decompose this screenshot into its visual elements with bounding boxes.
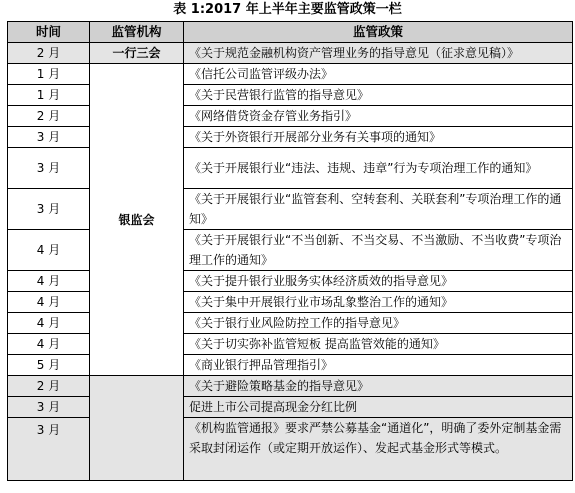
month-cell: 2 月 <box>8 376 90 397</box>
month-cell: 2 月 <box>8 43 90 64</box>
table-caption: 表 1:2017 年上半年主要监管政策一栏 <box>173 2 402 17</box>
policy-cell: 《信托公司监管评级办法》 <box>184 64 573 85</box>
agency-cell-cbrc: 银监会 <box>90 64 184 376</box>
policy-cell: 《网络借贷资金存管业务指引》 <box>184 106 573 127</box>
month-cell: 3 月 <box>8 148 90 189</box>
policy-table <box>7 21 573 481</box>
policy-cell: 《关于避险策略基金的指导意见》 <box>184 376 573 397</box>
policy-cell: 《关于开展银行业“违法、违规、违章”行为专项治理工作的通知》 <box>184 148 573 189</box>
agency-cell-csrc <box>90 376 184 481</box>
month-cell: 4 月 <box>8 334 90 355</box>
policy-cell: 促进上市公司提高现金分红比例 <box>184 397 573 418</box>
policy-cell: 《关于银行业风险防控工作的指导意见》 <box>184 313 573 334</box>
policy-cell: 《关于规范金融机构资产管理业务的指导意见（征求意见稿）》 <box>184 43 573 64</box>
policy-cell: 《关于提升银行业服务实体经济质效的指导意见》 <box>184 271 573 292</box>
month-cell: 1 月 <box>8 85 90 106</box>
month-cell: 4 月 <box>8 271 90 292</box>
policy-cell: 《关于民营银行监管的指导意见》 <box>184 85 573 106</box>
month-cell: 3 月 <box>8 127 90 148</box>
table-row <box>8 43 573 64</box>
table-row <box>8 376 573 397</box>
policy-cell: 《关于开展银行业“监管套利、空转套利、关联套利”专项治理工作的通知》 <box>184 189 573 230</box>
month-cell: 4 月 <box>8 230 90 271</box>
month-cell: 2 月 <box>8 106 90 127</box>
month-cell: 3 月 <box>8 418 90 481</box>
month-cell: 5 月 <box>8 355 90 376</box>
month-cell: 1 月 <box>8 64 90 85</box>
policy-cell: 《关于集中开展银行业市场乱象整治工作的通知》 <box>184 292 573 313</box>
agency-cell-pboc-group: 一行三会 <box>90 43 184 64</box>
policy-cell: 《关于外资银行开展部分业务有关事项的通知》 <box>184 127 573 148</box>
month-cell: 4 月 <box>8 292 90 313</box>
policy-cell: 《商业银行押品管理指引》 <box>184 355 573 376</box>
header-time: 时间 <box>8 22 90 43</box>
month-cell: 3 月 <box>8 397 90 418</box>
month-cell: 3 月 <box>8 189 90 230</box>
header-policy: 监管政策 <box>184 22 573 43</box>
month-cell: 4 月 <box>8 313 90 334</box>
table-header-row <box>8 22 573 43</box>
policy-cell: 《关于切实弥补监管短板 提高监管效能的通知》 <box>184 334 573 355</box>
header-agency: 监管机构 <box>90 22 184 43</box>
table-row <box>8 64 573 85</box>
policy-cell: 《关于开展银行业“不当创新、不当交易、不当激励、不当收费”专项治理工作的通知》 <box>184 230 573 271</box>
policy-cell: 《机构监管通报》要求严禁公募基金“通道化”，明确了委外定制基金需采取封闭运作（或定期开放运作）、发起式基金形式等模式。 <box>184 418 573 481</box>
